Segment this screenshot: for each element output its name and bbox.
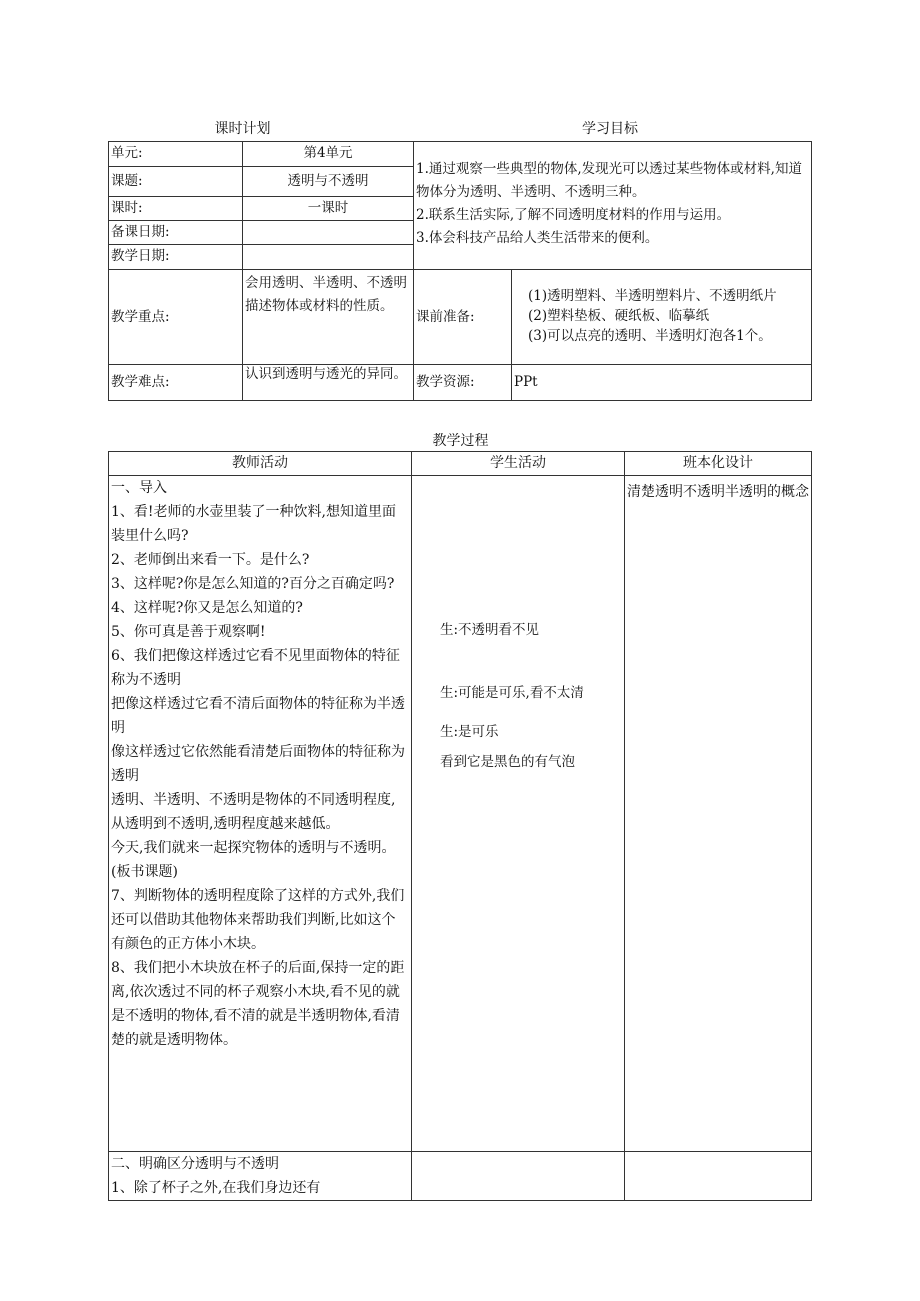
difficulty-label: 教学难点:	[109, 365, 243, 401]
focus-value: 会用透明、半透明、不透明描述物体或材料的性质。	[243, 270, 414, 365]
teacher-line: 把像这样透过它看不清后面物体的特征称为半透明	[111, 696, 405, 736]
goal-item: 2.联系生活实际,了解不同透明度材料的作用与运用。	[416, 207, 731, 223]
teach-date-label: 教学日期:	[109, 245, 243, 270]
design-notes-section2	[625, 1152, 812, 1201]
prep-date-label: 备课日期:	[109, 221, 243, 245]
student-line: 看到它是黑色的有气泡	[440, 754, 575, 770]
teacher-line: 今天,我们就来一起探究物体的透明与不透明。(板书课题)	[111, 840, 396, 880]
teacher-activity-section2	[109, 1152, 412, 1201]
col-header-student: 学生活动	[412, 452, 625, 476]
teacher-line: 7、判断物体的透明程度除了这样的方式外,我们还可以借助其他物体来帮助我们判断,比如这个有颜色的正方体小木块。	[111, 888, 405, 952]
student-activity-section2	[412, 1152, 625, 1201]
period-label: 课时:	[109, 197, 243, 221]
teacher-activity	[109, 476, 412, 1152]
teacher-line: 二、明确区分透明与不透明	[111, 1156, 279, 1172]
teacher-line: 透明、半透明、不透明是物体的不同透明程度,从透明到不透明,透明程度越来越低。	[111, 792, 396, 832]
prep-item: (2)塑料垫板、硬纸板、临摹纸	[528, 308, 710, 324]
student-line: 生:是可乐	[440, 724, 499, 740]
process-heading: 教学过程	[432, 433, 489, 449]
teacher-line: 8、我们把小木块放在杯子的后面,保持一定的距离,依次透过不同的杯子观察小木块,看不见的就是不透明的物体,看不清的就是半透明物体,看清楚的就是透明物体。	[111, 960, 405, 1048]
teacher-line: 3、这样呢?你是怎么知道的?百分之百确定吗?	[111, 576, 395, 592]
teacher-line: 6、我们把像这样透过它看不见里面物体的特征称为不透明	[111, 648, 400, 688]
prep-items	[512, 270, 812, 365]
unit-label: 单元:	[109, 142, 243, 167]
col-header-teacher: 教师活动	[109, 452, 412, 476]
goals-heading: 学习目标	[582, 121, 638, 137]
lesson-plan-table	[108, 141, 812, 401]
student-activity	[412, 476, 625, 1152]
goal-item: 3.体会科技产品给人类生活带来的便利。	[416, 230, 659, 246]
design-notes: 清楚透明不透明半透明的概念	[625, 476, 812, 1152]
plan-heading: 课时计划	[214, 121, 271, 137]
teacher-line: 一、导入	[111, 480, 167, 496]
teacher-line: 2、老师倒出来看一下。是什么?	[111, 552, 310, 568]
difficulty-value: 认识到透明与透光的异同。	[243, 365, 414, 401]
topic-value: 透明与不透明	[243, 167, 414, 197]
student-line: 生:可能是可乐,看不太清	[440, 685, 584, 701]
teach-date-value	[243, 245, 414, 270]
prep-label: 课前准备:	[414, 270, 512, 365]
teacher-line: 1、看!老师的水壶里装了一种饮料,想知道里面装里什么吗?	[111, 504, 396, 544]
teaching-process-table	[108, 451, 812, 1201]
prep-item: (3)可以点亮的透明、半透明灯泡各1个。	[528, 328, 772, 344]
prep-item: (1)透明塑料、半透明塑料片、不透明纸片	[528, 288, 777, 304]
learning-goals	[414, 142, 812, 270]
resource-label: 教学资源:	[414, 365, 512, 401]
focus-label: 教学重点:	[109, 270, 243, 365]
col-header-design: 班本化设计	[625, 452, 812, 476]
goal-item: 1.通过观察一些典型的物体,发现光可以透过某些物体或材料,知道物体分为透明、半透明、不透明三种。	[416, 161, 802, 200]
unit-value: 第4单元	[243, 142, 414, 167]
teacher-line: 1、除了杯子之外,在我们身边还有	[111, 1180, 321, 1196]
teacher-line: 5、你可真是善于观察啊!	[111, 624, 266, 640]
student-line: 生:不透明看不见	[440, 622, 540, 638]
teacher-line: 像这样透过它依然能看清楚后面物体的特征称为透明	[111, 744, 405, 784]
period-value: 一课时	[243, 197, 414, 221]
topic-label: 课题:	[109, 167, 243, 197]
prep-date-value	[243, 221, 414, 245]
resource-value: PPt	[512, 365, 812, 401]
teacher-line: 4、这样呢?你又是怎么知道的?	[111, 600, 303, 616]
